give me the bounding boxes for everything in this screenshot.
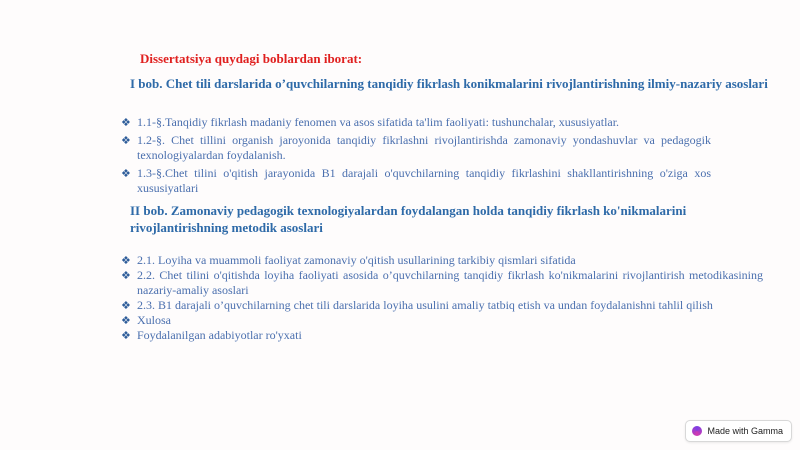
diamond-bullet-icon: ❖ [121,167,131,180]
list-item-text: 1.2-§. Chet tillini organish jaroyonida tanqidiy fikrlashni rivojlantirishda zamonaviy yondashuvlar va pedagogik texnologiyalardan foydalanish. [137,133,711,162]
diamond-bullet-icon: ❖ [121,299,131,312]
diamond-bullet-icon: ❖ [121,314,131,327]
list-item [121,166,711,196]
list-item-text: Foydalanilgan adabiyotlar ro'yxati [137,328,302,342]
diamond-bullet-icon: ❖ [121,269,131,282]
diamond-bullet-icon: ❖ [121,116,131,129]
list-item [121,253,763,268]
list-item [121,268,763,298]
list-item-text: Xulosa [137,313,171,327]
list-item [121,115,711,130]
list-item-text: 2.1. Loyiha va muammoli faoliyat zamonaviy o'qitish usullarining tarkibiy qismlari sifatida [137,253,576,267]
chapter-1-heading: I bob. Chet tili darslarida o’quvchilarning tanqidiy fikrlash konikmalarini rivojlantirishning ilmiy-nazariy asoslari [130,76,768,91]
chapter-2-list [121,253,763,343]
chapter-1-list [121,115,711,199]
list-item-text: 2.3. B1 darajali o’quvchilarning chet tili darslarida loyiha usulini amaliy tatbiq etish va undan foydalanishni tahlil qilish [137,298,713,312]
list-item [121,298,763,313]
gamma-logo-icon [692,426,702,436]
chapter-2-heading: II bob. Zamonaviy pedagogik texnologiyalardan foydalangan holda tanqidiy fikrlash ko'nikmalarini rivojlantirishning metodik asoslari [130,203,687,235]
list-item [121,328,763,343]
diamond-bullet-icon: ❖ [121,134,131,147]
badge-label: Made with Gamma [707,426,783,436]
slide-title: Dissertatsiya quydagi boblardan iborat: [140,51,363,66]
list-item-text: 2.2. Chet tilini o'qitishda loyiha faoliyati asosida o’quvchilarning tanqidiy fikrlash ko'nikmalarini rivojlantirish metodikasining nazariy-amaliy asoslari [137,268,763,297]
diamond-bullet-icon: ❖ [121,329,131,342]
diamond-bullet-icon: ❖ [121,254,131,267]
list-item-text: 1.1-§.Tanqidiy fikrlash madaniy fenomen va asos sifatida ta'lim faoliyati: tushunchalar, xususiyatlar. [137,115,620,129]
list-item [121,133,711,163]
list-item [121,313,763,328]
list-item-text: 1.3-§.Chet tilini o'qitish jarayonida B1 darajali o'quvchilarning tanqidiy fikrlashini shakllantirishning o'ziga xos xususiyatlari [137,166,711,195]
made-with-gamma-badge[interactable] [685,420,792,442]
